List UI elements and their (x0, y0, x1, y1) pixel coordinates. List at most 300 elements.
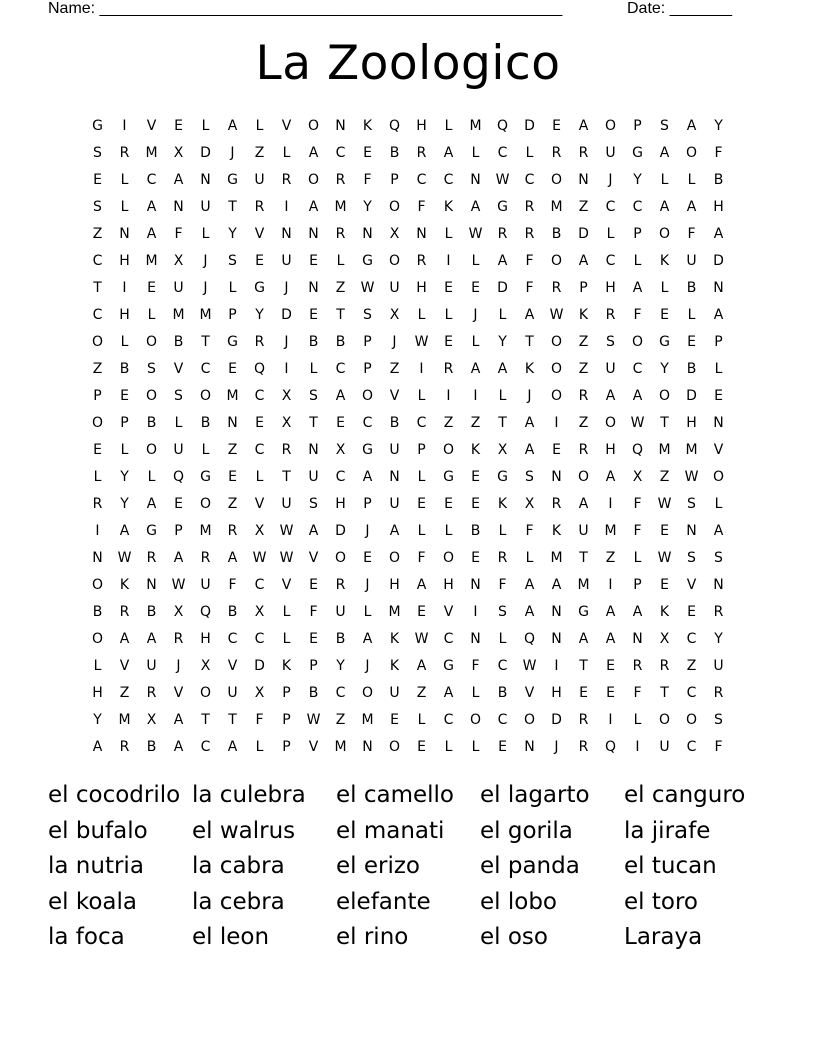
grid-letter: C (254, 631, 265, 647)
word-list-item: el leon (192, 924, 270, 950)
grid-letter: R (713, 685, 724, 701)
grid-letter: V (524, 685, 535, 701)
grid-letter: R (551, 145, 562, 161)
grid-letter: R (578, 442, 589, 458)
grid-letter: R (524, 226, 535, 242)
grid-letter: R (119, 145, 130, 161)
grid-letter: L (714, 496, 723, 512)
grid-letter: E (579, 685, 588, 701)
grid-letter: S (660, 118, 669, 134)
grid-letter: F (714, 739, 723, 755)
grid-letter: N (551, 469, 562, 485)
grid-letter: A (713, 523, 724, 539)
grid-letter: Y (633, 172, 642, 188)
grid-letter: P (228, 307, 237, 323)
grid-letter: D (281, 307, 292, 323)
grid-letter: R (119, 604, 130, 620)
grid-letter: E (471, 280, 480, 296)
grid-letter: N (227, 415, 238, 431)
grid-letter: G (443, 469, 454, 485)
grid-letter: A (578, 253, 589, 269)
grid-letter: A (632, 388, 643, 404)
grid-letter: L (498, 307, 507, 323)
grid-letter: A (146, 631, 157, 647)
grid-letter: P (714, 334, 723, 350)
grid-letter: U (308, 469, 319, 485)
grid-letter: M (577, 577, 590, 593)
grid-letter: B (497, 685, 508, 701)
grid-letter: H (335, 496, 346, 512)
word-list-item: el tucan (624, 853, 717, 879)
word-list (48, 778, 768, 956)
grid-letter: U (686, 253, 697, 269)
grid-letter: U (578, 523, 589, 539)
grid-letter: W (306, 712, 321, 728)
grid-letter: A (632, 604, 643, 620)
grid-letter: O (469, 712, 482, 728)
grid-letter: N (92, 550, 103, 566)
grid-letter: L (498, 631, 507, 647)
grid-row (84, 248, 732, 275)
word-list-item: el manati (336, 817, 445, 844)
grid-letter: S (93, 199, 102, 215)
grid-row (84, 464, 732, 491)
grid-letter: L (255, 118, 264, 134)
grid-letter: O (199, 685, 212, 701)
grid-row (84, 140, 732, 167)
grid-letter: E (120, 388, 129, 404)
grid-letter: M (199, 307, 212, 323)
grid-letter: A (173, 550, 184, 566)
grid-letter: B (686, 280, 697, 296)
grid-letter: I (446, 253, 451, 269)
grid-letter: V (686, 577, 697, 593)
grid-letter: L (471, 334, 480, 350)
grid-letter: D (497, 280, 508, 296)
grid-letter: E (498, 739, 507, 755)
grid-letter: Q (631, 442, 644, 458)
grid-letter: P (363, 496, 372, 512)
grid-letter: R (281, 442, 292, 458)
grid-letter: N (686, 523, 697, 539)
grid-letter: L (309, 361, 318, 377)
grid-row (84, 113, 732, 140)
grid-letter: O (550, 253, 563, 269)
grid-letter: Z (92, 226, 103, 242)
grid-letter: N (146, 577, 157, 593)
grid-letter: A (605, 604, 616, 620)
grid-letter: P (633, 577, 642, 593)
grid-letter: J (608, 172, 613, 188)
grid-letter: G (227, 172, 238, 188)
grid-letter: J (554, 739, 559, 755)
grid-letter: O (145, 442, 158, 458)
grid-letter: E (417, 739, 426, 755)
grid-letter: C (443, 172, 454, 188)
grid-letter: A (146, 496, 157, 512)
grid-letter: X (146, 712, 157, 728)
grid-letter: I (284, 199, 289, 215)
grid-letter: E (309, 631, 318, 647)
grid-letter: R (416, 145, 427, 161)
grid-letter: S (309, 496, 318, 512)
grid-letter: U (659, 739, 670, 755)
grid-letter: D (578, 226, 589, 242)
grid-letter: O (442, 550, 455, 566)
grid-letter: L (444, 739, 453, 755)
grid-letter: O (550, 361, 563, 377)
grid-letter: H (416, 118, 427, 134)
grid-letter: Z (578, 199, 589, 215)
grid-letter: M (361, 712, 374, 728)
grid-letter: R (659, 658, 670, 674)
grid-letter: A (605, 469, 616, 485)
grid-letter: V (119, 658, 130, 674)
grid-letter: R (497, 226, 508, 242)
grid-letter: R (254, 334, 265, 350)
grid-letter: R (578, 145, 589, 161)
grid-letter: R (578, 739, 589, 755)
grid-letter: I (554, 658, 559, 674)
grid-letter: K (659, 253, 670, 269)
grid-letter: I (122, 118, 127, 134)
grid-letter: L (120, 442, 129, 458)
grid-letter: L (633, 550, 642, 566)
grid-letter: W (630, 415, 645, 431)
grid-letter: F (714, 145, 723, 161)
grid-letter: B (92, 604, 103, 620)
grid-letter: M (388, 604, 401, 620)
grid-letter: F (633, 523, 642, 539)
grid-letter: Y (120, 496, 129, 512)
grid-letter: E (606, 685, 615, 701)
grid-letter: R (524, 199, 535, 215)
grid-letter: N (200, 172, 211, 188)
word-list-item: el cocodrilo (48, 782, 181, 808)
grid-letter: Z (578, 334, 589, 350)
grid-letter: L (120, 199, 129, 215)
grid-letter: R (146, 685, 157, 701)
grid-letter: C (254, 577, 265, 593)
grid-letter: P (633, 226, 642, 242)
grid-letter: L (93, 469, 102, 485)
grid-letter: Z (443, 415, 454, 431)
grid-letter: B (686, 361, 697, 377)
grid-letter: X (173, 253, 184, 269)
grid-letter: C (146, 172, 157, 188)
grid-letter: B (227, 604, 238, 620)
grid-letter: O (604, 415, 617, 431)
word-list-item: el toro (624, 888, 698, 915)
grid-letter: T (93, 280, 102, 296)
grid-letter: W (279, 550, 294, 566)
grid-letter: B (146, 604, 157, 620)
grid-letter: R (146, 550, 157, 566)
word-list-item: Laraya (624, 924, 703, 950)
grid-letter: G (443, 658, 454, 674)
grid-letter: L (471, 739, 480, 755)
grid-letter: J (365, 658, 370, 674)
grid-letter: R (92, 496, 103, 512)
grid-letter: P (363, 361, 372, 377)
grid-letter: I (554, 415, 559, 431)
word-list-item: el canguro (624, 782, 746, 808)
grid-letter: L (498, 523, 507, 539)
grid-letter: L (417, 307, 426, 323)
grid-letter: C (605, 199, 616, 215)
grid-letter: O (145, 388, 158, 404)
grid-letter: R (605, 307, 616, 323)
grid-letter: I (473, 388, 478, 404)
word-list-item: el walrus (192, 817, 296, 844)
grid-letter: A (713, 307, 724, 323)
grid-letter: P (390, 172, 399, 188)
grid-letter: A (146, 226, 157, 242)
grid-letter: J (284, 280, 289, 296)
grid-letter: C (632, 361, 643, 377)
grid-letter: E (417, 496, 426, 512)
grid-letter: H (389, 577, 400, 593)
grid-letter: U (254, 172, 265, 188)
grid-letter: L (471, 145, 480, 161)
grid-letter: N (551, 604, 562, 620)
grid-letter: A (308, 199, 319, 215)
grid-letter: B (146, 739, 157, 755)
grid-letter: A (308, 145, 319, 161)
word-list-item: elefante (336, 888, 431, 915)
grid-letter: K (524, 361, 535, 377)
grid-letter: P (120, 415, 129, 431)
grid-letter: C (335, 685, 346, 701)
grid-letter: A (335, 388, 346, 404)
grid-letter: O (388, 739, 401, 755)
grid-letter: U (389, 442, 400, 458)
grid-letter: O (91, 577, 104, 593)
grid-letter: E (255, 415, 264, 431)
grid-letter: Y (714, 118, 723, 134)
grid-letter: I (284, 361, 289, 377)
grid-letter: C (200, 739, 211, 755)
grid-letter: B (119, 361, 130, 377)
grid-letter: K (281, 658, 292, 674)
grid-letter: Z (659, 469, 670, 485)
grid-letter: Z (254, 145, 265, 161)
grid-letter: G (632, 145, 643, 161)
grid-letter: H (551, 685, 562, 701)
grid-letter: N (416, 226, 427, 242)
grid-letter: R (173, 631, 184, 647)
grid-letter: W (360, 280, 375, 296)
grid-letter: V (173, 361, 184, 377)
word-list-item: el lagarto (480, 782, 590, 808)
grid-letter: Z (227, 442, 238, 458)
grid-letter: A (578, 496, 589, 512)
word-list-item: el gorila (480, 817, 573, 844)
grid-letter: U (389, 685, 400, 701)
grid-letter: A (605, 631, 616, 647)
grid-letter: F (363, 172, 372, 188)
grid-letter: F (255, 712, 264, 728)
grid-letter: E (471, 496, 480, 512)
grid-letter: O (442, 442, 455, 458)
grid-letter: U (713, 658, 724, 674)
grid-letter: M (118, 712, 131, 728)
grid-letter: D (254, 658, 265, 674)
grid-letter: C (92, 253, 103, 269)
grid-letter: A (524, 415, 535, 431)
grid-letter: X (173, 145, 184, 161)
grid-letter: L (660, 172, 669, 188)
grid-letter: J (176, 658, 181, 674)
grid-letter: A (119, 523, 130, 539)
grid-letter: L (282, 631, 291, 647)
grid-letter: O (577, 469, 590, 485)
grid-letter: R (119, 739, 130, 755)
grid-letter: V (713, 442, 724, 458)
grid-letter: B (551, 226, 562, 242)
word-list-item: el lobo (480, 888, 557, 915)
grid-letter: F (471, 658, 480, 674)
grid-letter: Q (388, 118, 401, 134)
grid-letter: E (660, 307, 669, 323)
grid-letter: F (633, 685, 642, 701)
grid-letter: A (470, 199, 481, 215)
grid-letter: B (146, 415, 157, 431)
grid-letter: X (200, 658, 211, 674)
grid-letter: A (659, 199, 670, 215)
grid-letter: A (362, 631, 373, 647)
grid-letter: M (145, 145, 158, 161)
grid-letter: U (200, 577, 211, 593)
grid-letter: M (685, 442, 698, 458)
grid-letter: C (335, 361, 346, 377)
grid-letter: L (525, 145, 534, 161)
grid-letter: F (633, 496, 642, 512)
grid-letter: O (307, 118, 320, 134)
grid-letter: O (145, 334, 158, 350)
grid-letter: Z (578, 415, 589, 431)
grid-letter: D (713, 253, 724, 269)
grid-letter: T (282, 469, 291, 485)
grid-letter: L (687, 172, 696, 188)
grid-letter: U (173, 442, 184, 458)
grid-letter: A (578, 631, 589, 647)
grid-letter: E (444, 334, 453, 350)
grid-letter: U (389, 280, 400, 296)
word-list-item: el erizo (336, 853, 420, 879)
grid-letter: L (120, 334, 129, 350)
grid-letter: K (470, 442, 481, 458)
grid-letter: S (93, 145, 102, 161)
grid-letter: O (604, 118, 617, 134)
word-list-item: la foca (48, 924, 125, 950)
grid-letter: E (363, 145, 372, 161)
grid-letter: U (281, 496, 292, 512)
grid-letter: O (361, 685, 374, 701)
grid-letter: Z (227, 496, 238, 512)
grid-letter: A (92, 739, 103, 755)
grid-letter: G (497, 199, 508, 215)
grid-letter: H (119, 307, 130, 323)
grid-letter: T (336, 307, 345, 323)
grid-letter: U (173, 280, 184, 296)
grid-letter: L (363, 604, 372, 620)
grid-letter: U (335, 604, 346, 620)
grid-letter: A (308, 523, 319, 539)
grid-letter: E (309, 577, 318, 593)
grid-letter: U (146, 658, 157, 674)
grid-letter: Q (172, 469, 185, 485)
grid-letter: N (524, 739, 535, 755)
grid-letter: P (309, 658, 318, 674)
grid-letter: Z (119, 685, 130, 701)
grid-letter: C (416, 172, 427, 188)
grid-letter: A (524, 307, 535, 323)
grid-letter: F (309, 604, 318, 620)
grid-letter: H (686, 415, 697, 431)
grid-letter: Z (470, 415, 481, 431)
grid-letter: B (335, 334, 346, 350)
grid-letter: L (444, 307, 453, 323)
grid-letter: D (335, 523, 346, 539)
grid-letter: W (117, 550, 132, 566)
grid-letter: G (92, 118, 103, 134)
grid-letter: R (551, 496, 562, 512)
grid-letter: Q (496, 118, 509, 134)
grid-letter: S (309, 388, 318, 404)
grid-letter: R (578, 388, 589, 404)
grid-letter: L (147, 469, 156, 485)
grid-letter: O (712, 469, 725, 485)
grid-letter: E (471, 469, 480, 485)
grid-letter: W (657, 550, 672, 566)
word-list-item: la cebra (192, 888, 285, 915)
grid-letter: L (606, 226, 615, 242)
grid-letter: R (200, 550, 211, 566)
grid-letter: G (578, 604, 589, 620)
grid-letter: W (549, 307, 564, 323)
grid-letter: A (659, 145, 670, 161)
grid-letter: P (363, 334, 372, 350)
grid-letter: A (686, 118, 697, 134)
grid-letter: C (632, 199, 643, 215)
grid-letter: L (93, 658, 102, 674)
grid-row (84, 626, 732, 653)
grid-letter: S (228, 253, 237, 269)
grid-letter: L (228, 280, 237, 296)
grid-letter: H (416, 280, 427, 296)
grid-letter: F (687, 226, 696, 242)
grid-letter: P (282, 739, 291, 755)
grid-letter: S (363, 307, 372, 323)
grid-letter: O (658, 712, 671, 728)
grid-row (84, 221, 732, 248)
grid-letter: I (608, 577, 613, 593)
grid-letter: C (200, 361, 211, 377)
grid-letter: F (417, 199, 426, 215)
grid-letter: L (633, 253, 642, 269)
grid-letter: N (308, 442, 319, 458)
grid-letter: F (525, 523, 534, 539)
grid-letter: S (498, 604, 507, 620)
grid-letter: N (470, 631, 481, 647)
grid-letter: N (173, 199, 184, 215)
grid-letter: S (687, 496, 696, 512)
grid-letter: Y (255, 307, 264, 323)
grid-letter: M (226, 388, 239, 404)
grid-letter: L (201, 118, 210, 134)
grid-letter: H (713, 199, 724, 215)
